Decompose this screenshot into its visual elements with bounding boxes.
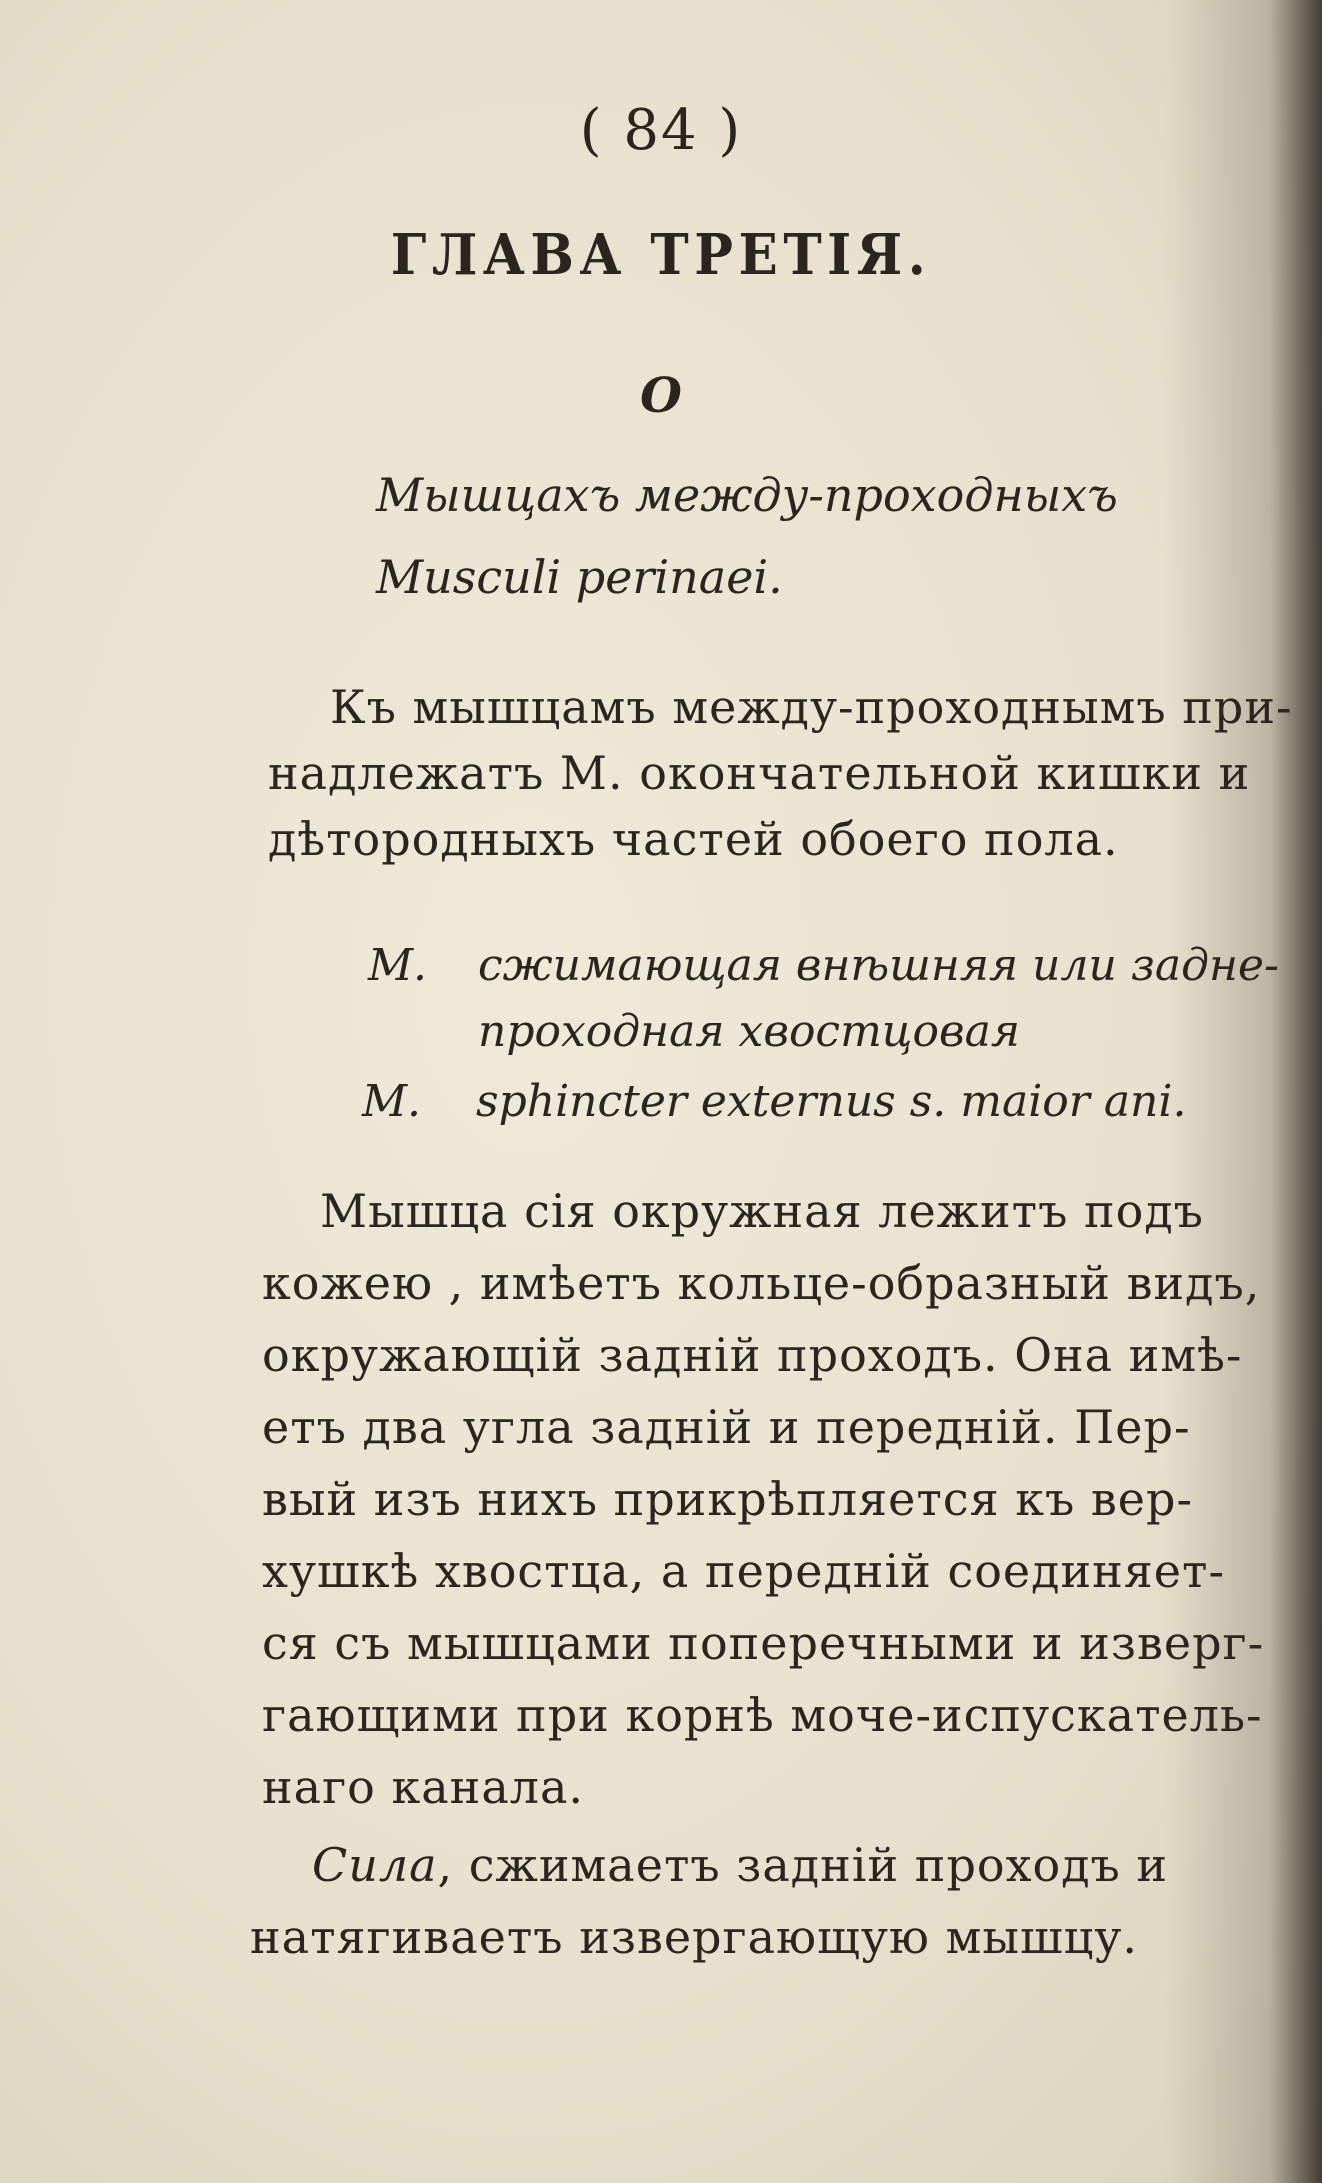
text-line: дѣтородныхъ частей обоего пола. — [268, 812, 1119, 866]
text-line: Мышца сія окружная лежитъ подъ — [320, 1184, 1204, 1238]
function-label: Сила — [312, 1838, 438, 1892]
muscle-name-russian-cont: проходная хвостцовая — [478, 1006, 1020, 1057]
function-text: , сжимаетъ задній проходъ и — [437, 1838, 1169, 1892]
section-subtitle-latin: Musculi perinaei. — [376, 550, 783, 604]
muscle-abbrev: М. — [368, 940, 428, 991]
text-line — [312, 1838, 1168, 1892]
heading-preposition: О — [640, 368, 682, 424]
text-line: натягиваетъ извергающую мышцу. — [250, 1910, 1139, 1964]
text-line: ся съ мышцами поперечными и изверг- — [262, 1616, 1265, 1670]
muscle-name-latin: sphincter externus s. maior ani. — [476, 1076, 1187, 1127]
text-line: Къ мышцамъ между-проходнымъ при- — [330, 680, 1293, 734]
muscle-name-russian: сжимающая внѣшняя или задне- — [478, 940, 1279, 991]
text-line: кожею , имѣетъ кольце-образный видъ, — [262, 1256, 1261, 1310]
text-line: окружающій задній проходъ. Она имѣ- — [262, 1328, 1243, 1382]
text-line: етъ два угла задній и передній. Пер- — [262, 1400, 1191, 1454]
chapter-title: ГЛАВА ТРЕТІЯ. — [390, 222, 932, 288]
muscle-abbrev-latin: M. — [362, 1076, 422, 1127]
text-line: наго канала. — [262, 1760, 585, 1814]
page-number: ( 84 ) — [579, 98, 743, 163]
section-subtitle-russian: Мышцахъ между-проходныхъ — [376, 468, 1118, 522]
text-line: вый изъ нихъ прикрѣпляется къ вер- — [262, 1472, 1193, 1526]
text-line: хушкѣ хвостца, а передній соединяет- — [262, 1544, 1226, 1598]
text-line: гающими при корнѣ моче-испускатель- — [262, 1688, 1263, 1742]
text-line: надлежатъ М. окончательной кишки и — [268, 746, 1251, 800]
